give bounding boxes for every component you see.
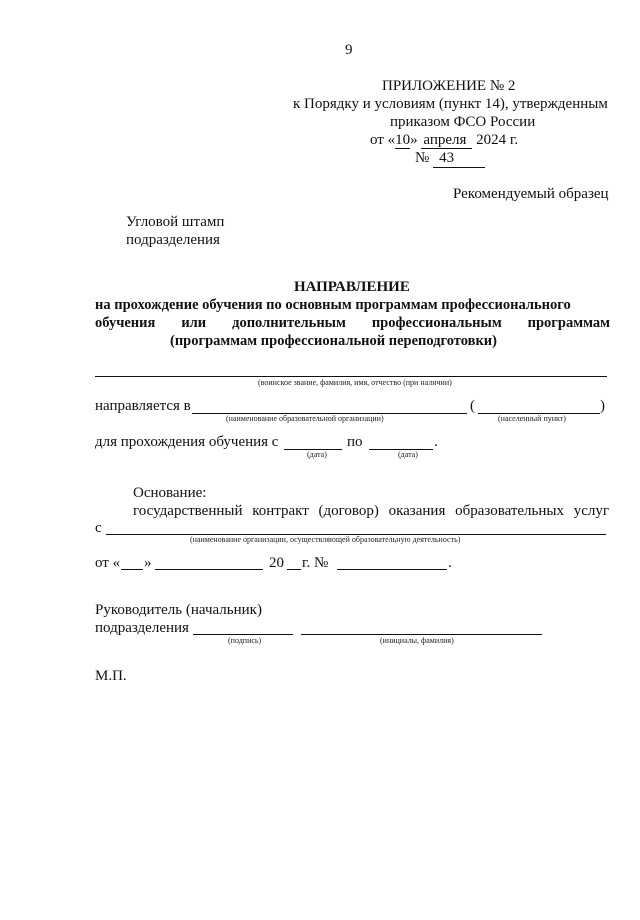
city-caption: (населенный пункт): [498, 414, 566, 423]
basis-with-label: с: [95, 520, 102, 536]
heading-word: профессиональным: [371, 315, 502, 331]
appendix-number: [415, 150, 485, 168]
end-date-caption: (дата): [398, 450, 418, 459]
stamp-line-1: Угловой штамп: [126, 214, 225, 230]
contract-year-prefix: 20: [269, 555, 284, 571]
start-date-caption: (дата): [307, 450, 327, 459]
appendix-title: ПРИЛОЖЕНИЕ № 2: [382, 78, 516, 94]
basis-word: образовательных: [455, 503, 564, 519]
signature-line-2: подразделения: [95, 620, 189, 636]
contract-date-prefix: от «: [95, 555, 121, 571]
organization-caption: (наименование образовательной организации): [226, 414, 384, 423]
number-prefix: №: [415, 150, 430, 166]
seal-label: М.П.: [95, 668, 127, 684]
date-month: апреля: [421, 132, 472, 149]
training-to-label: по: [347, 434, 363, 450]
page-number: 9: [345, 42, 353, 58]
appendix-date: [370, 132, 518, 149]
contract-year-line: [287, 569, 301, 570]
person-caption: (воинское звание, фамилия, имя, отчество (при наличии): [258, 378, 452, 387]
date-year: 2024 г.: [476, 132, 519, 148]
recommended-label: Рекомендуемый образец: [453, 186, 609, 202]
contract-quote-close: »: [144, 555, 152, 571]
heading-word: или: [181, 315, 207, 331]
heading-word: программам: [527, 315, 610, 331]
basis-word: государственный: [133, 503, 243, 519]
basis-word: услуг: [573, 503, 609, 519]
stamp-line-2: подразделения: [126, 232, 220, 248]
sent-to-label: направляется в: [95, 398, 191, 414]
contract-number-label: г. №: [302, 555, 329, 571]
contract-month-line: [155, 569, 263, 570]
heading-word: дополнительным: [232, 315, 346, 331]
signature-caption: (подпись): [228, 636, 262, 645]
signature-line-1: Руководитель (начальник): [95, 602, 262, 618]
date-quote-close: »: [410, 132, 418, 148]
appendix-line-2: к Порядку и условиям (пункт 14), утвержденным: [293, 96, 608, 112]
name-caption: (инициалы, фамилия): [380, 636, 454, 645]
heading-line-1: на прохождение обучения по основным программам профессионального: [95, 297, 571, 313]
period-end-dot: .: [434, 434, 438, 450]
date-prefix: от «: [370, 132, 396, 148]
contractor-caption: (наименование организации, осуществляющей образовательную деятельность): [190, 535, 461, 544]
document-title: НАПРАВЛЕНИЕ: [294, 279, 410, 295]
contract-day-line: [121, 569, 143, 570]
contract-end-dot: .: [448, 555, 452, 571]
date-day: 10: [395, 132, 411, 148]
basis-word: (договор): [318, 503, 379, 519]
basis-word: оказания: [388, 503, 446, 519]
heading-line-3: (программам профессиональной переподготовки): [170, 333, 497, 349]
contract-number-line: [337, 569, 447, 570]
appendix-line-3: приказом ФСО России: [390, 114, 536, 130]
training-from-label: для прохождения обучения с: [95, 434, 279, 450]
person-line: [95, 376, 607, 377]
paren-open: (: [470, 398, 475, 414]
basis-label: Основание:: [133, 485, 207, 501]
heading-line-2: [95, 315, 610, 332]
heading-word: обучения: [95, 315, 156, 331]
paren-close: ): [600, 398, 605, 414]
number-value: 43: [433, 150, 485, 168]
signature-line: [193, 634, 293, 635]
basis-line-1: [133, 503, 609, 520]
basis-word: контракт: [252, 503, 309, 519]
name-line: [301, 634, 542, 635]
